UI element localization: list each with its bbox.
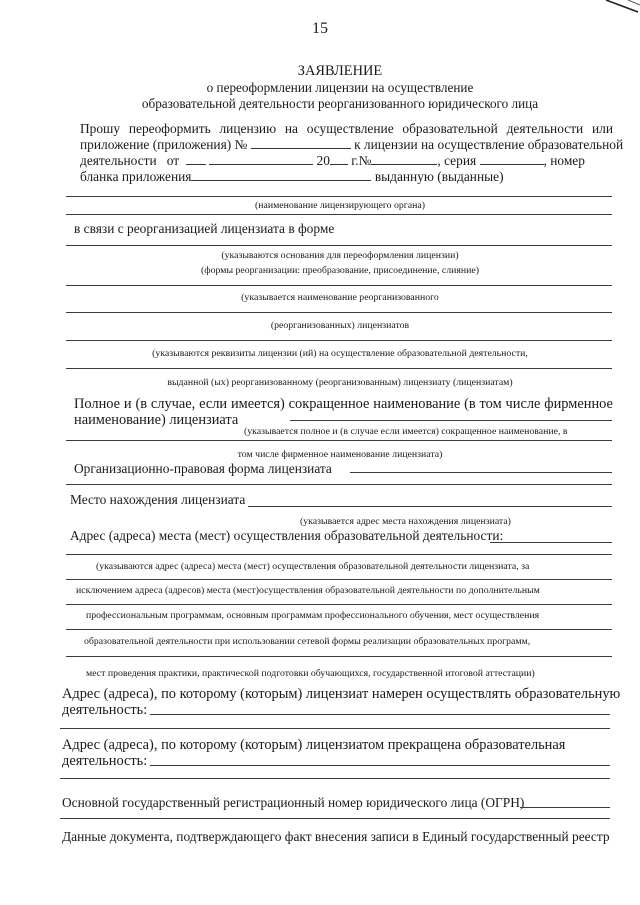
- hint-requisites-1: (указываются реквизиты лицензии (ий) на осуществление образовательной деятельности,: [152, 348, 528, 359]
- hint-activity-4: образовательной деятельности при использовании сетевой формы реализации образовательных программ,: [84, 636, 531, 647]
- hint-activity-5: мест проведения практики, практической подготовки обучающихся, государственной итоговой аттестации): [86, 668, 535, 679]
- planned-address-field-line[interactable]: [150, 714, 610, 715]
- month-field[interactable]: [209, 153, 313, 165]
- intro-line-4: бланка приложения выданную (выданные): [80, 169, 504, 184]
- activity-address-label: Адрес (адреса) места (мест) осуществления образовательной деятельности:: [70, 528, 504, 543]
- intro-line-2: приложение (приложения) № к лицензии на осуществление образовательной: [80, 137, 624, 152]
- fullname-field-line[interactable]: [290, 420, 612, 421]
- license-number-field[interactable]: [371, 153, 437, 165]
- ogrn-label: Основной государственный регистрационный номер юридического лица (ОГРН): [62, 795, 525, 810]
- hint-activity-3: профессиональным программам, основным программам профессионального обучения, мест осуществления: [86, 610, 540, 621]
- fullname-line-2: наименование) лицензиата: [74, 412, 239, 428]
- license-details-line-2[interactable]: [66, 368, 612, 369]
- registry-label: Данные документа, подтверждающего факт внесения записи в Единый государственный реестр: [62, 829, 610, 844]
- fullname-line-1: Полное и (в случае, если имеется) сокращенное наименование (в том числе фирменное: [74, 396, 613, 412]
- document-title: ЗАЯВЛЕНИЕ: [297, 63, 383, 79]
- activity-address-line-3[interactable]: [66, 579, 612, 580]
- reorganization-label: в связи с реорганизацией лицензиата в форме: [74, 221, 335, 236]
- activity-address-field-line[interactable]: [490, 542, 612, 543]
- license-details-line[interactable]: [66, 340, 612, 341]
- hint-reorg-form: (формы реорганизации: преобразование, присоединение, слияние): [200, 265, 479, 276]
- hint-name-2: (реорганизованных) лицензиатов: [270, 320, 410, 331]
- corner-mark: [604, 0, 640, 14]
- document-subtitle-2: образовательной деятельности реорганизованного юридического лица: [141, 96, 539, 111]
- reorganization-field-line[interactable]: [66, 245, 612, 246]
- stopped-address-field-line-2[interactable]: [60, 778, 610, 779]
- fullname-field-line-2[interactable]: [66, 440, 612, 441]
- hint-requisites-2: выданной (ых) реорганизованному (реорганизованным) лицензиату (лицензиатам): [167, 377, 513, 388]
- appendix-number-field[interactable]: [251, 137, 351, 149]
- org-form-field-line-2[interactable]: [66, 484, 612, 485]
- activity-address-line-2[interactable]: [66, 554, 612, 555]
- authority-field-line[interactable]: [66, 196, 612, 197]
- page-number: 15: [312, 20, 328, 37]
- hint-name-1: (указывается наименование реорганизованного: [241, 292, 439, 303]
- planned-address-field-line-2[interactable]: [60, 728, 610, 729]
- intro-line-1: Прошу переоформить лицензию на осуществление образовательной деятельности или: [80, 121, 613, 136]
- activity-address-line-4[interactable]: [66, 604, 612, 605]
- ogrn-field-line[interactable]: [520, 807, 610, 808]
- planned-address-line-1: Адрес (адреса), по которому (которым) лицензиат намерен осуществлять образовательную: [62, 686, 621, 702]
- ogrn-field-line-2[interactable]: [60, 818, 610, 819]
- document-subtitle-1: о переоформлении лицензии на осуществление: [206, 80, 474, 95]
- hint-fullname-2: том числе фирменное наименование лицензиата): [237, 449, 443, 460]
- authority-field-line-2[interactable]: [66, 214, 612, 215]
- hint-fullname-1: (указывается полное и (в случае если имеется) сокращенное наименование, в: [244, 426, 568, 437]
- blank-number-field[interactable]: [191, 169, 371, 181]
- intro-line-3: деятельности от 20 г.№ , серия , номер: [80, 153, 585, 168]
- planned-address-line-2: деятельность:: [62, 702, 148, 718]
- activity-address-line-6[interactable]: [66, 656, 612, 657]
- reorganized-name-line-2[interactable]: [66, 312, 612, 313]
- location-field-line[interactable]: [248, 506, 612, 507]
- org-form-field-line[interactable]: [350, 472, 612, 473]
- hint-activity-1: (указываются адрес (адреса) места (мест) осуществления образовательной деятельности лицензиата, за: [96, 561, 530, 572]
- activity-address-line-5[interactable]: [66, 629, 612, 630]
- stopped-address-line-2: деятельность:: [62, 753, 148, 769]
- org-form-label: Организационно-правовая форма лицензиата: [74, 461, 332, 476]
- day-field[interactable]: [186, 153, 206, 165]
- stopped-address-field-line[interactable]: [150, 765, 610, 766]
- hint-location: (указывается адрес места нахождения лицензиата): [300, 516, 511, 527]
- hint-authority: (наименование лицензирующего органа): [254, 200, 425, 211]
- stopped-address-line-1: Адрес (адреса), по которому (которым) лицензиатом прекращена образовательная: [62, 737, 566, 753]
- reorganized-name-line[interactable]: [66, 285, 612, 286]
- hint-reason: (указываются основания для переоформления лицензии): [221, 250, 459, 261]
- series-field[interactable]: [480, 153, 544, 165]
- year-field[interactable]: [330, 153, 348, 165]
- hint-activity-2: исключением адреса (адресов) места (мест)осуществления образовательной деятельности по дополнительным: [76, 585, 540, 596]
- location-label: Место нахождения лицензиата: [70, 492, 246, 507]
